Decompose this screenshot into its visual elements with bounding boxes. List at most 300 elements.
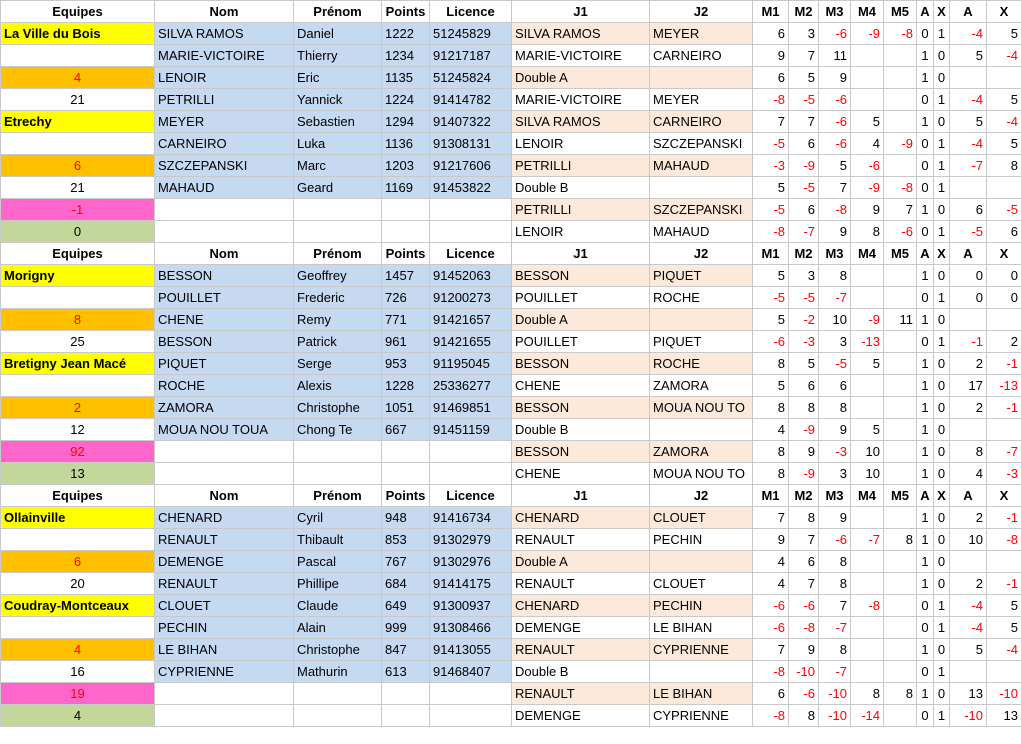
match-result[interactable]: 0 — [934, 375, 950, 397]
set-score[interactable] — [851, 617, 884, 639]
set-score[interactable] — [884, 89, 917, 111]
player-firstname[interactable] — [294, 199, 382, 221]
match-player2[interactable] — [650, 551, 753, 573]
set-score[interactable]: -9 — [851, 177, 884, 199]
set-score[interactable]: 10 — [851, 463, 884, 485]
player-firstname[interactable]: Marc — [294, 155, 382, 177]
team-cell[interactable] — [1, 133, 155, 155]
team-cell[interactable]: 21 — [1, 177, 155, 199]
set-score[interactable]: 5 — [753, 375, 789, 397]
player-licence[interactable]: 91200273 — [430, 287, 512, 309]
match-result[interactable]: 0 — [917, 23, 934, 45]
points-diff[interactable]: -3 — [987, 463, 1021, 485]
player-name[interactable] — [155, 221, 294, 243]
match-result[interactable]: 1 — [917, 397, 934, 419]
set-score[interactable]: 6 — [789, 551, 819, 573]
match-result[interactable]: 0 — [917, 89, 934, 111]
player-name[interactable]: MEYER — [155, 111, 294, 133]
set-score[interactable] — [851, 551, 884, 573]
set-score[interactable]: 10 — [851, 441, 884, 463]
player-points[interactable]: 667 — [382, 419, 430, 441]
set-score[interactable]: 4 — [753, 419, 789, 441]
player-name[interactable]: PETRILLI — [155, 89, 294, 111]
player-points[interactable] — [382, 221, 430, 243]
match-player2[interactable] — [650, 309, 753, 331]
match-player1[interactable]: MARIE-VICTOIRE — [512, 89, 650, 111]
set-score[interactable]: 9 — [753, 529, 789, 551]
points-diff[interactable]: 13 — [987, 705, 1021, 727]
team-cell[interactable] — [1, 287, 155, 309]
team-cell[interactable]: 16 — [1, 661, 155, 683]
player-licence[interactable] — [430, 705, 512, 727]
points-diff[interactable]: 4 — [950, 463, 987, 485]
set-score[interactable]: 7 — [819, 177, 851, 199]
player-licence[interactable]: 91469851 — [430, 397, 512, 419]
set-score[interactable] — [884, 353, 917, 375]
player-points[interactable]: 771 — [382, 309, 430, 331]
player-licence[interactable] — [430, 199, 512, 221]
points-diff[interactable]: 17 — [950, 375, 987, 397]
player-firstname[interactable]: Daniel — [294, 23, 382, 45]
match-result[interactable]: 1 — [917, 573, 934, 595]
set-score[interactable]: 5 — [789, 353, 819, 375]
player-licence[interactable]: 51245824 — [430, 67, 512, 89]
player-points[interactable]: 1051 — [382, 397, 430, 419]
team-cell[interactable]: 92 — [1, 441, 155, 463]
player-licence[interactable]: 91308466 — [430, 617, 512, 639]
player-points[interactable]: 847 — [382, 639, 430, 661]
match-result[interactable]: 0 — [934, 265, 950, 287]
player-licence[interactable]: 91468407 — [430, 661, 512, 683]
points-diff[interactable]: -5 — [950, 221, 987, 243]
set-score[interactable] — [851, 375, 884, 397]
set-score[interactable]: -5 — [789, 287, 819, 309]
set-score[interactable]: -5 — [819, 353, 851, 375]
set-score[interactable]: -5 — [753, 133, 789, 155]
set-score[interactable]: -10 — [819, 683, 851, 705]
player-name[interactable]: MOUA NOU TOUA — [155, 419, 294, 441]
match-player1[interactable]: Double B — [512, 177, 650, 199]
set-score[interactable]: -9 — [884, 133, 917, 155]
points-diff[interactable] — [950, 661, 987, 683]
set-score[interactable] — [884, 507, 917, 529]
player-name[interactable]: LE BIHAN — [155, 639, 294, 661]
set-score[interactable]: 5 — [753, 177, 789, 199]
match-player2[interactable]: MOUA NOU TO — [650, 397, 753, 419]
points-diff[interactable]: 6 — [950, 199, 987, 221]
set-score[interactable]: 8 — [884, 529, 917, 551]
player-firstname[interactable]: Geoffrey — [294, 265, 382, 287]
set-score[interactable]: -7 — [819, 617, 851, 639]
match-player2[interactable] — [650, 419, 753, 441]
points-diff[interactable]: 5 — [987, 595, 1021, 617]
player-firstname[interactable]: Christophe — [294, 639, 382, 661]
set-score[interactable]: 5 — [851, 111, 884, 133]
points-diff[interactable] — [987, 551, 1021, 573]
team-cell[interactable]: 20 — [1, 573, 155, 595]
points-diff[interactable] — [987, 309, 1021, 331]
set-score[interactable]: 5 — [753, 309, 789, 331]
match-result[interactable]: 0 — [934, 111, 950, 133]
set-score[interactable]: 8 — [819, 397, 851, 419]
set-score[interactable]: 8 — [789, 705, 819, 727]
match-result[interactable]: 0 — [934, 529, 950, 551]
team-cell[interactable]: 2 — [1, 397, 155, 419]
match-player2[interactable]: PIQUET — [650, 265, 753, 287]
set-score[interactable] — [884, 551, 917, 573]
set-score[interactable] — [884, 45, 917, 67]
match-result[interactable]: 0 — [917, 133, 934, 155]
match-player1[interactable]: Double A — [512, 67, 650, 89]
player-firstname[interactable]: Frederic — [294, 287, 382, 309]
match-player1[interactable]: MARIE-VICTOIRE — [512, 45, 650, 67]
player-licence[interactable]: 91308131 — [430, 133, 512, 155]
set-score[interactable]: -6 — [789, 683, 819, 705]
set-score[interactable]: 11 — [819, 45, 851, 67]
points-diff[interactable] — [987, 661, 1021, 683]
player-points[interactable] — [382, 441, 430, 463]
set-score[interactable]: -7 — [851, 529, 884, 551]
player-points[interactable]: 853 — [382, 529, 430, 551]
player-points[interactable]: 999 — [382, 617, 430, 639]
team-cell[interactable]: 13 — [1, 463, 155, 485]
set-score[interactable] — [884, 639, 917, 661]
player-firstname[interactable]: Phillipe — [294, 573, 382, 595]
set-score[interactable] — [884, 419, 917, 441]
player-firstname[interactable]: Chong Te — [294, 419, 382, 441]
match-result[interactable]: 0 — [917, 617, 934, 639]
match-player1[interactable]: DEMENGE — [512, 705, 650, 727]
match-player2[interactable]: MEYER — [650, 89, 753, 111]
set-score[interactable] — [851, 573, 884, 595]
set-score[interactable] — [851, 507, 884, 529]
match-result[interactable]: 0 — [934, 309, 950, 331]
set-score[interactable]: -9 — [789, 419, 819, 441]
player-licence[interactable]: 91453822 — [430, 177, 512, 199]
set-score[interactable]: -7 — [819, 661, 851, 683]
player-points[interactable]: 948 — [382, 507, 430, 529]
team-cell[interactable]: Ollainville — [1, 507, 155, 529]
set-score[interactable]: 5 — [753, 265, 789, 287]
set-score[interactable] — [884, 287, 917, 309]
player-points[interactable] — [382, 705, 430, 727]
set-score[interactable]: -8 — [753, 705, 789, 727]
set-score[interactable]: -6 — [819, 89, 851, 111]
set-score[interactable]: 7 — [789, 45, 819, 67]
points-diff[interactable]: -10 — [987, 683, 1021, 705]
team-cell[interactable]: Morigny — [1, 265, 155, 287]
points-diff[interactable]: -4 — [950, 23, 987, 45]
set-score[interactable]: 8 — [753, 463, 789, 485]
set-score[interactable]: -8 — [851, 595, 884, 617]
set-score[interactable]: 7 — [753, 507, 789, 529]
set-score[interactable]: 7 — [819, 595, 851, 617]
set-score[interactable]: 9 — [789, 441, 819, 463]
set-score[interactable]: 6 — [753, 683, 789, 705]
points-diff[interactable]: -10 — [950, 705, 987, 727]
match-result[interactable]: 1 — [917, 375, 934, 397]
match-player2[interactable]: CLOUET — [650, 507, 753, 529]
points-diff[interactable]: 0 — [950, 287, 987, 309]
set-score[interactable]: 7 — [753, 639, 789, 661]
match-result[interactable]: 0 — [934, 67, 950, 89]
player-points[interactable]: 1136 — [382, 133, 430, 155]
player-points[interactable]: 1224 — [382, 89, 430, 111]
player-firstname[interactable]: Claude — [294, 595, 382, 617]
set-score[interactable]: 8 — [819, 639, 851, 661]
set-score[interactable]: -8 — [753, 89, 789, 111]
match-player2[interactable]: PIQUET — [650, 331, 753, 353]
match-result[interactable]: 0 — [917, 705, 934, 727]
player-name[interactable]: SZCZEPANSKI — [155, 155, 294, 177]
set-score[interactable]: 8 — [819, 573, 851, 595]
match-player2[interactable]: ZAMORA — [650, 441, 753, 463]
points-diff[interactable]: 6 — [987, 221, 1021, 243]
match-result[interactable]: 1 — [917, 111, 934, 133]
match-player2[interactable]: MAHAUD — [650, 155, 753, 177]
player-licence[interactable]: 91421655 — [430, 331, 512, 353]
points-diff[interactable]: -4 — [950, 133, 987, 155]
player-firstname[interactable]: Sebastien — [294, 111, 382, 133]
player-points[interactable]: 649 — [382, 595, 430, 617]
set-score[interactable]: -7 — [819, 287, 851, 309]
player-licence[interactable] — [430, 463, 512, 485]
player-points[interactable] — [382, 199, 430, 221]
set-score[interactable]: -3 — [753, 155, 789, 177]
points-diff[interactable]: -1 — [987, 507, 1021, 529]
match-player1[interactable]: BESSON — [512, 265, 650, 287]
points-diff[interactable]: -4 — [987, 45, 1021, 67]
points-diff[interactable] — [950, 177, 987, 199]
player-firstname[interactable]: Patrick — [294, 331, 382, 353]
match-result[interactable]: 0 — [934, 397, 950, 419]
match-result[interactable]: 0 — [934, 507, 950, 529]
points-diff[interactable]: 5 — [987, 133, 1021, 155]
set-score[interactable] — [884, 705, 917, 727]
match-player1[interactable]: RENAULT — [512, 639, 650, 661]
set-score[interactable]: -6 — [753, 331, 789, 353]
match-result[interactable]: 1 — [917, 199, 934, 221]
set-score[interactable]: -3 — [789, 331, 819, 353]
set-score[interactable]: 6 — [789, 375, 819, 397]
player-licence[interactable]: 91452063 — [430, 265, 512, 287]
player-firstname[interactable]: Serge — [294, 353, 382, 375]
match-result[interactable]: 1 — [934, 89, 950, 111]
player-name[interactable]: BESSON — [155, 331, 294, 353]
player-name[interactable]: RENAULT — [155, 573, 294, 595]
player-firstname[interactable]: Thierry — [294, 45, 382, 67]
match-player2[interactable]: MEYER — [650, 23, 753, 45]
player-firstname[interactable] — [294, 441, 382, 463]
team-cell[interactable] — [1, 617, 155, 639]
points-diff[interactable]: -1 — [987, 353, 1021, 375]
player-firstname[interactable]: Luka — [294, 133, 382, 155]
set-score[interactable]: -9 — [789, 463, 819, 485]
team-cell[interactable]: 8 — [1, 309, 155, 331]
set-score[interactable]: -5 — [753, 199, 789, 221]
match-player1[interactable]: Double A — [512, 551, 650, 573]
player-licence[interactable]: 91217606 — [430, 155, 512, 177]
points-diff[interactable]: -1 — [950, 331, 987, 353]
player-points[interactable] — [382, 683, 430, 705]
set-score[interactable]: -6 — [819, 133, 851, 155]
set-score[interactable]: 9 — [753, 45, 789, 67]
player-licence[interactable]: 91414782 — [430, 89, 512, 111]
points-diff[interactable] — [950, 419, 987, 441]
set-score[interactable]: 9 — [789, 639, 819, 661]
set-score[interactable] — [884, 265, 917, 287]
set-score[interactable] — [851, 639, 884, 661]
points-diff[interactable]: 8 — [987, 155, 1021, 177]
match-result[interactable]: 1 — [917, 419, 934, 441]
team-cell[interactable] — [1, 45, 155, 67]
player-licence[interactable]: 91217187 — [430, 45, 512, 67]
match-result[interactable]: 0 — [934, 199, 950, 221]
match-result[interactable]: 1 — [934, 177, 950, 199]
match-result[interactable]: 1 — [917, 45, 934, 67]
set-score[interactable]: -7 — [789, 221, 819, 243]
set-score[interactable] — [884, 111, 917, 133]
match-player1[interactable]: CHENE — [512, 463, 650, 485]
set-score[interactable]: -6 — [884, 221, 917, 243]
match-player2[interactable]: LE BIHAN — [650, 617, 753, 639]
player-name[interactable] — [155, 441, 294, 463]
match-player2[interactable] — [650, 661, 753, 683]
points-diff[interactable]: -4 — [987, 639, 1021, 661]
set-score[interactable] — [851, 397, 884, 419]
points-diff[interactable]: -4 — [987, 111, 1021, 133]
set-score[interactable]: 9 — [819, 221, 851, 243]
match-result[interactable]: 1 — [917, 529, 934, 551]
match-result[interactable]: 0 — [934, 683, 950, 705]
player-firstname[interactable]: Pascal — [294, 551, 382, 573]
match-result[interactable]: 1 — [917, 441, 934, 463]
set-score[interactable]: 5 — [851, 419, 884, 441]
set-score[interactable]: 9 — [851, 199, 884, 221]
player-name[interactable]: CLOUET — [155, 595, 294, 617]
set-score[interactable]: 8 — [789, 397, 819, 419]
player-name[interactable]: CARNEIRO — [155, 133, 294, 155]
player-licence[interactable]: 91302979 — [430, 529, 512, 551]
team-cell[interactable]: 0 — [1, 221, 155, 243]
match-result[interactable]: 1 — [917, 265, 934, 287]
match-player1[interactable]: Double B — [512, 419, 650, 441]
player-firstname[interactable]: Thibault — [294, 529, 382, 551]
points-diff[interactable] — [950, 551, 987, 573]
points-diff[interactable]: 5 — [950, 111, 987, 133]
player-licence[interactable] — [430, 683, 512, 705]
team-cell[interactable] — [1, 529, 155, 551]
set-score[interactable]: 3 — [789, 23, 819, 45]
set-score[interactable]: -9 — [851, 23, 884, 45]
match-player2[interactable]: CARNEIRO — [650, 45, 753, 67]
team-cell[interactable]: 12 — [1, 419, 155, 441]
player-firstname[interactable]: Alain — [294, 617, 382, 639]
match-result[interactable]: 1 — [934, 287, 950, 309]
set-score[interactable]: 7 — [753, 111, 789, 133]
set-score[interactable]: 8 — [789, 507, 819, 529]
set-score[interactable]: -14 — [851, 705, 884, 727]
set-score[interactable]: -10 — [789, 661, 819, 683]
match-result[interactable]: 0 — [934, 573, 950, 595]
set-score[interactable]: 4 — [851, 133, 884, 155]
set-score[interactable]: 3 — [789, 265, 819, 287]
match-player1[interactable]: SILVA RAMOS — [512, 23, 650, 45]
match-player1[interactable]: CHENARD — [512, 507, 650, 529]
team-cell[interactable]: 4 — [1, 639, 155, 661]
match-player1[interactable]: LENOIR — [512, 221, 650, 243]
team-cell[interactable]: 21 — [1, 89, 155, 111]
points-diff[interactable]: 5 — [950, 45, 987, 67]
set-score[interactable]: -8 — [753, 661, 789, 683]
player-name[interactable]: SILVA RAMOS — [155, 23, 294, 45]
match-result[interactable]: 1 — [934, 705, 950, 727]
match-result[interactable]: 0 — [917, 331, 934, 353]
player-firstname[interactable]: Christophe — [294, 397, 382, 419]
player-firstname[interactable]: Cyril — [294, 507, 382, 529]
points-diff[interactable]: 5 — [950, 639, 987, 661]
team-cell[interactable]: -1 — [1, 199, 155, 221]
player-points[interactable]: 767 — [382, 551, 430, 573]
match-result[interactable]: 1 — [917, 309, 934, 331]
match-player2[interactable]: ROCHE — [650, 353, 753, 375]
player-firstname[interactable] — [294, 705, 382, 727]
player-name[interactable]: CHENE — [155, 309, 294, 331]
set-score[interactable]: 7 — [789, 111, 819, 133]
match-result[interactable]: 0 — [934, 463, 950, 485]
match-result[interactable]: 0 — [917, 287, 934, 309]
match-player2[interactable] — [650, 177, 753, 199]
player-licence[interactable]: 91416734 — [430, 507, 512, 529]
match-result[interactable]: 1 — [934, 331, 950, 353]
set-score[interactable]: 8 — [851, 683, 884, 705]
set-score[interactable]: 8 — [819, 551, 851, 573]
points-diff[interactable]: 10 — [950, 529, 987, 551]
points-diff[interactable]: 2 — [950, 573, 987, 595]
points-diff[interactable] — [987, 177, 1021, 199]
match-player2[interactable]: CYPRIENNE — [650, 639, 753, 661]
match-player2[interactable]: CLOUET — [650, 573, 753, 595]
team-cell[interactable]: Bretigny Jean Macé — [1, 353, 155, 375]
points-diff[interactable]: 0 — [950, 265, 987, 287]
set-score[interactable] — [884, 573, 917, 595]
set-score[interactable]: -10 — [819, 705, 851, 727]
player-firstname[interactable]: Alexis — [294, 375, 382, 397]
match-player1[interactable]: BESSON — [512, 397, 650, 419]
set-score[interactable]: 10 — [819, 309, 851, 331]
player-points[interactable]: 726 — [382, 287, 430, 309]
match-result[interactable]: 1 — [917, 67, 934, 89]
points-diff[interactable]: 5 — [987, 617, 1021, 639]
player-points[interactable]: 1135 — [382, 67, 430, 89]
set-score[interactable]: 6 — [819, 375, 851, 397]
set-score[interactable] — [884, 331, 917, 353]
match-player2[interactable]: PECHIN — [650, 529, 753, 551]
player-name[interactable]: PECHIN — [155, 617, 294, 639]
player-licence[interactable]: 91414175 — [430, 573, 512, 595]
set-score[interactable] — [884, 463, 917, 485]
match-player2[interactable] — [650, 67, 753, 89]
player-firstname[interactable]: Eric — [294, 67, 382, 89]
set-score[interactable] — [851, 67, 884, 89]
match-player2[interactable]: SZCZEPANSKI — [650, 199, 753, 221]
set-score[interactable]: -6 — [753, 595, 789, 617]
match-player1[interactable]: POUILLET — [512, 331, 650, 353]
set-score[interactable] — [884, 67, 917, 89]
set-score[interactable]: -6 — [819, 529, 851, 551]
match-result[interactable]: 0 — [934, 353, 950, 375]
points-diff[interactable] — [950, 67, 987, 89]
